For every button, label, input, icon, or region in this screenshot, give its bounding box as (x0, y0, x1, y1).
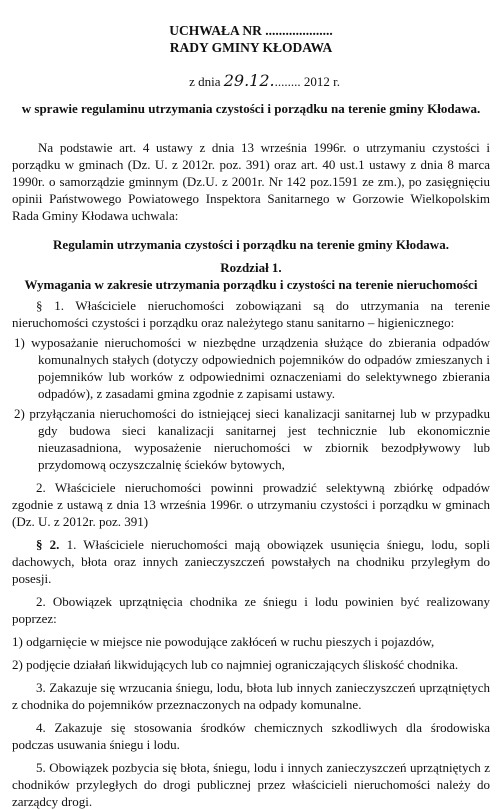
section2-paragraph4: 4. Zakazuje się stosowania środków chemicznych szkodliwych dla środowiska podczas usuwania śniegu i lodu. (12, 720, 490, 752)
section2-item-2: 2) podjęcie działań likwidujących lub co najmniej ograniczających śliskość chodnika. (12, 657, 459, 672)
section1-item-1: 1) wyposażanie nieruchomości w niezbędne urządzenia służące do zbierania odpadów komunalnych stałych (dotyczy odpowiednich pojemników do odpadów zmieszanych i pojemników lub worków z odpowiednimi oznaczeniami do selektywnego zbierania odpadów), z zasadami gmina zgodnie z zapisami ustawy. (14, 335, 490, 401)
section2-paragraph1 (12, 536, 490, 587)
handwritten-date: 29.12. (223, 71, 275, 90)
section1-paragraph2: 2. Właściciele nieruchomości powinni prowadzić selektywną zbiórkę odpadów zgodnie z ustawą z dnia 13 września 1996r. o utrzymaniu czystości i porządku w gminach (Dz. U. z 2012r. poz. 391) (12, 480, 490, 529)
section2-paragraph1-text: 1. Właściciele nieruchomości mają obowiązek usunięcia śniegu, lodu, sopli dachowych, błota oraz innych zanieczyszczeń powstałych na chodniku przyległym do posesji. (12, 537, 490, 586)
section1-paragraph1: § 1. Właściciele nieruchomości zobowiązani są do utrzymania na terenie nieruchomości czystości i porządku oraz należytego stanu sanitarno – higienicznego: (12, 298, 490, 330)
regulation-title: Regulamin utrzymania czystości i porządku na terenie gminy Kłodawa. (53, 237, 449, 252)
resolution-subject: w sprawie regulaminu utrzymania czystości i porządku na terenie gminy Kłodawa. (21, 101, 481, 116)
section2-label: § 2. (36, 537, 60, 552)
date-suffix: ........ 2012 r. (274, 74, 340, 89)
date-prefix: z dnia (189, 74, 221, 89)
council-name: RADY GMINY KŁODAWA (169, 40, 333, 55)
resolution-number: UCHWAŁA NR .................... (169, 23, 333, 38)
section1-item-2: 2) przyłączania nieruchomości do istniejącej sieci kanalizacji sanitarnej lub w przypadku gdy budowa sieci kanalizacji sanitarnej jest technicznie lub ekonomicznie nieuzasadniona, wyposażenie nieruchomości w zbiornik bezodpływowy lub przydomową oczyszczalnię ścieków bytowych, (14, 406, 490, 472)
section2-paragraph5: 5. Obowiązek pozbycia się błota, śniegu, lodu i innych zanieczyszczeń uprzątniętych z chodników przyległych do drogi publicznej przez właścicieli nieruchomości należy do zarządcy drogi. (12, 760, 490, 809)
section2-item-1: 1) odgarnięcie w miejsce nie powodujące zakłóceń w ruchu pieszych i pojazdów, (12, 634, 435, 649)
chapter-title: Rozdział 1. (220, 260, 282, 275)
section2-paragraph2: 2. Obowiązek uprzątnięcia chodnika ze śniegu i lodu powinien być realizowany poprzez: (12, 594, 490, 626)
chapter-subtitle: Wymagania w zakresie utrzymania porządku i czystości na terenie nieruchomości (24, 277, 478, 292)
preamble: Na podstawie art. 4 ustawy z dnia 13 września 1996r. o utrzymaniu czystości i porządku w gminach (Dz. U. z 2012r. poz. 391) oraz art. 40 ust.1 ustawy z dnia 8 marca 1990r. o samorządzie gminnym (Dz.U. z 2001r. Nr 142 poz.1591 ze zm.), po zasięgnięciu opinii Państwowego Powiatowego Inspektora Sanitarnego w Gorzowie Wielkopolskim Rada Gminy Kłodawa uchwala: (12, 140, 490, 223)
document-page (0, 22, 500, 809)
resolution-date (12, 72, 340, 90)
section2-paragraph3: 3. Zakazuje się wrzucania śniegu, lodu, błota lub innych zanieczyszczeń uprzątniętych z chodnika do pojemników przeznaczonych na odpady komunalne. (12, 680, 490, 712)
